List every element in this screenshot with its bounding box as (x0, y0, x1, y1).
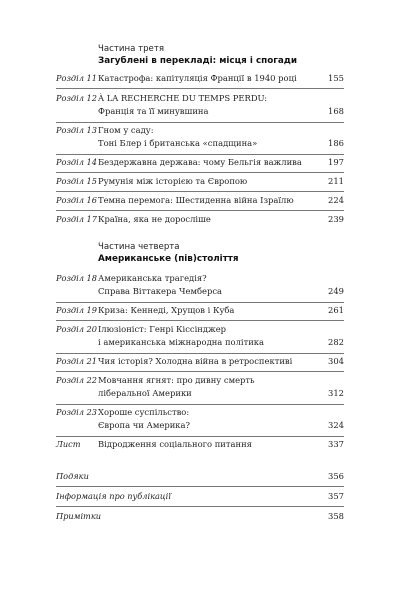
part-4-label: Частина четверта (98, 242, 180, 252)
divider (56, 210, 344, 211)
chapter-label: Розділ 23 (56, 407, 97, 417)
divider (56, 172, 344, 173)
chapter-label: Розділ 14 (56, 157, 97, 167)
part-3-label: Частина третя (98, 44, 165, 54)
divider (56, 404, 344, 405)
page-number: 282 (328, 337, 344, 347)
page-number: 197 (328, 157, 344, 167)
divider (56, 353, 344, 354)
backmatter-label: Інформація про публікації (56, 491, 171, 501)
chapter-label: Лист (56, 439, 81, 449)
divider (56, 506, 344, 507)
chapter-title: Хороше суспільство: Європа чи Америка? (98, 407, 191, 430)
chapter-title: Румунія між історією та Європою (98, 176, 248, 186)
chapter-title: Катастрофа: капітуляція Франції в 1940 році (98, 73, 297, 83)
page-number: 239 (328, 214, 344, 224)
page-number: 324 (328, 420, 344, 430)
chapter-label: Розділ 19 (56, 305, 97, 315)
chapter-label: Розділ 21 (56, 356, 97, 366)
chapter-title: Криза: Кеннеді, Хрущов і Куба (98, 305, 235, 315)
backmatter-label: Подяки (56, 471, 89, 481)
chapter-label: Розділ 17 (56, 214, 97, 224)
page-number: 186 (328, 138, 344, 148)
chapter-title: Мовчання ягнят: про дивну смерть ліберальної Америки (98, 375, 255, 398)
backmatter-label: Примітки (56, 511, 101, 521)
page-number: 224 (328, 195, 344, 205)
page-number: 211 (328, 176, 344, 186)
divider (56, 191, 344, 192)
chapter-label: Розділ 20 (56, 324, 97, 334)
divider (56, 320, 344, 321)
chapter-label: Розділ 11 (56, 73, 97, 83)
chapter-label: Розділ 13 (56, 125, 97, 135)
chapter-title: Відродження соціального питання (98, 439, 252, 449)
chapter-title: Чия історія? Холодна війна в ретроспективі (98, 356, 293, 366)
chapter-title: Темна перемога: Шестиденна війна Ізраїлю (98, 195, 294, 205)
divider (56, 122, 344, 123)
divider (56, 371, 344, 372)
page-number: 312 (328, 388, 344, 398)
page-number: 155 (328, 73, 344, 83)
part-4-title: Американське (пів)століття (98, 254, 239, 264)
page-number: 304 (328, 356, 344, 366)
chapter-title: Країна, яка не доросліше (98, 214, 211, 224)
chapter-title: Ілюзіоніст: Генрі Кіссінджер і американська міжнародна політика (98, 324, 265, 347)
chapter-title: Бездержавна держава: чому Бельгія важлива (98, 157, 302, 167)
chapter-label: Розділ 18 (56, 273, 97, 283)
part-3-title: Загублені в перекладі: місця і спогади (98, 56, 298, 66)
divider (56, 486, 344, 487)
divider (56, 88, 344, 89)
page-number: 358 (328, 511, 344, 521)
divider (56, 302, 344, 303)
divider (56, 154, 344, 155)
chapter-title: Американська трагедія? Справа Віттакера Чемберса (98, 273, 223, 296)
chapter-title: À LA RECHERCHE DU TEMPS PERDU: Франція та її минувшина (98, 93, 268, 116)
page-number: 249 (328, 286, 344, 296)
chapter-label: Розділ 22 (56, 375, 97, 385)
chapter-title: Гном у саду: Тоні Блер і британська «спадщина» (98, 125, 258, 148)
page-number: 356 (328, 471, 344, 481)
page-number: 357 (328, 491, 344, 501)
divider (56, 436, 344, 437)
page-number: 168 (328, 106, 344, 116)
chapter-label: Розділ 12 (56, 93, 97, 103)
page-number: 261 (328, 305, 344, 315)
page-number: 337 (328, 439, 344, 449)
chapter-label: Розділ 16 (56, 195, 97, 205)
chapter-label: Розділ 15 (56, 176, 97, 186)
